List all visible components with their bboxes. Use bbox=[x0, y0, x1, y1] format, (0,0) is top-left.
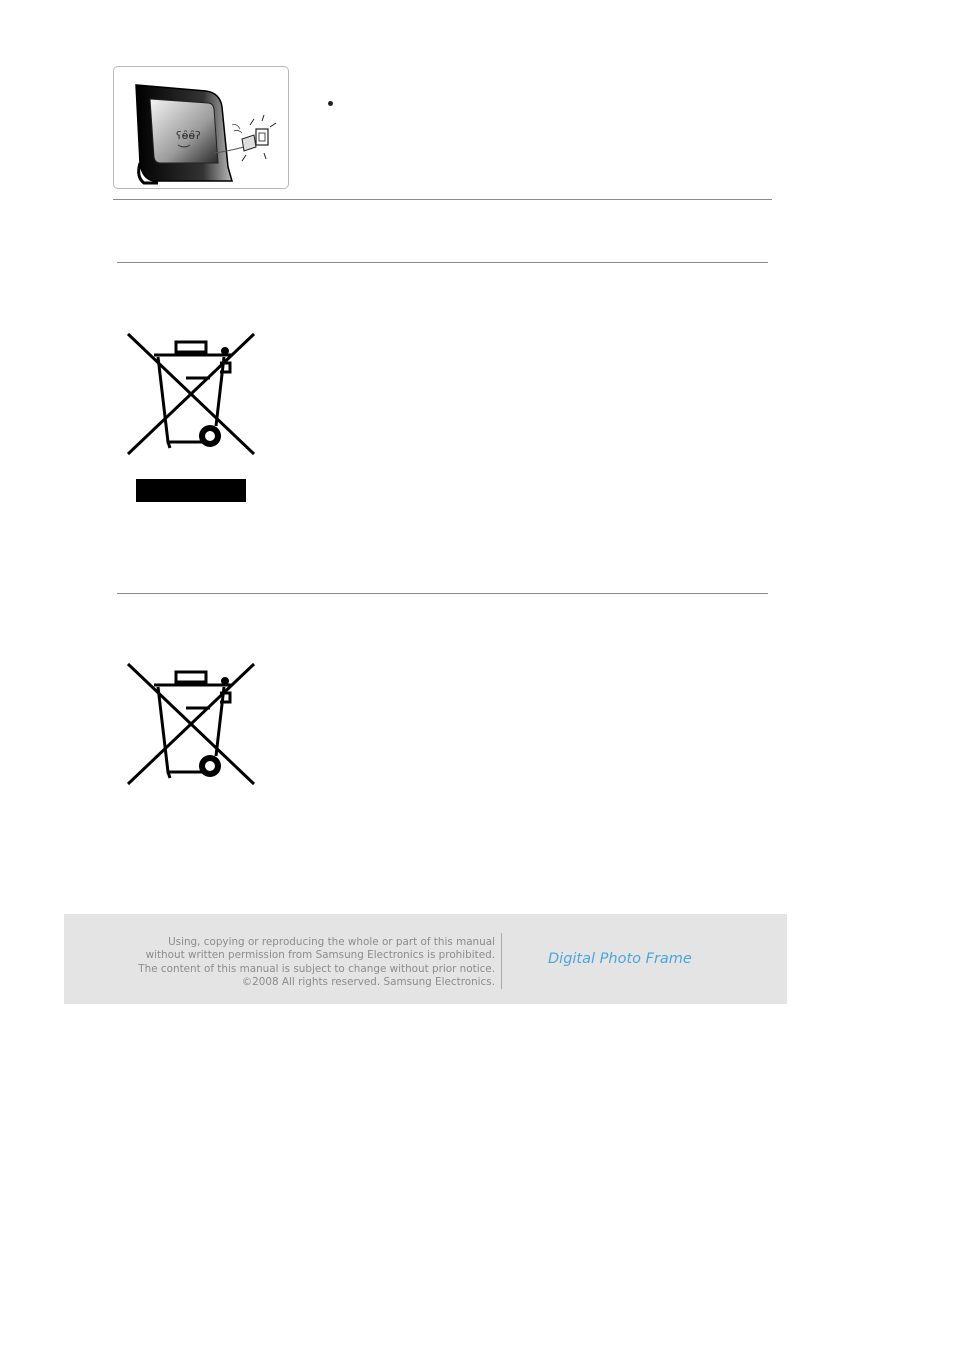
crossed-out-wheelie-bin-icon bbox=[124, 330, 258, 460]
copyright-line: The content of this manual is subject to change without prior notice. bbox=[138, 962, 495, 975]
footer-separator bbox=[501, 933, 502, 989]
weee-black-bar bbox=[136, 479, 246, 502]
photo-frame-illustration bbox=[113, 66, 289, 189]
weee-symbol-1 bbox=[124, 330, 258, 460]
copyright-line: ©2008 All rights reserved. Samsung Electronics. bbox=[241, 976, 495, 989]
copyright-notice bbox=[138, 936, 495, 990]
bullet-point bbox=[328, 101, 333, 106]
section-divider bbox=[113, 199, 772, 200]
copyright-line: Using, copying or reproducing the whole or part of this manual bbox=[168, 936, 495, 948]
section-divider bbox=[117, 593, 768, 594]
section-divider bbox=[117, 262, 768, 263]
crossed-out-wheelie-bin-icon bbox=[124, 660, 258, 790]
page-footer bbox=[64, 914, 787, 1004]
photo-frame-unplug-icon bbox=[114, 67, 288, 188]
product-name: Digital Photo Frame bbox=[548, 951, 692, 967]
weee-symbol-2 bbox=[124, 660, 258, 790]
copyright-line: without written permission from Samsung Electronics is prohibited. bbox=[145, 949, 495, 962]
svg-text:ʕɵ̴̑ɵ̴̑ʔ: ʕɵ̴̑ɵ̴̑ʔ bbox=[176, 129, 201, 142]
